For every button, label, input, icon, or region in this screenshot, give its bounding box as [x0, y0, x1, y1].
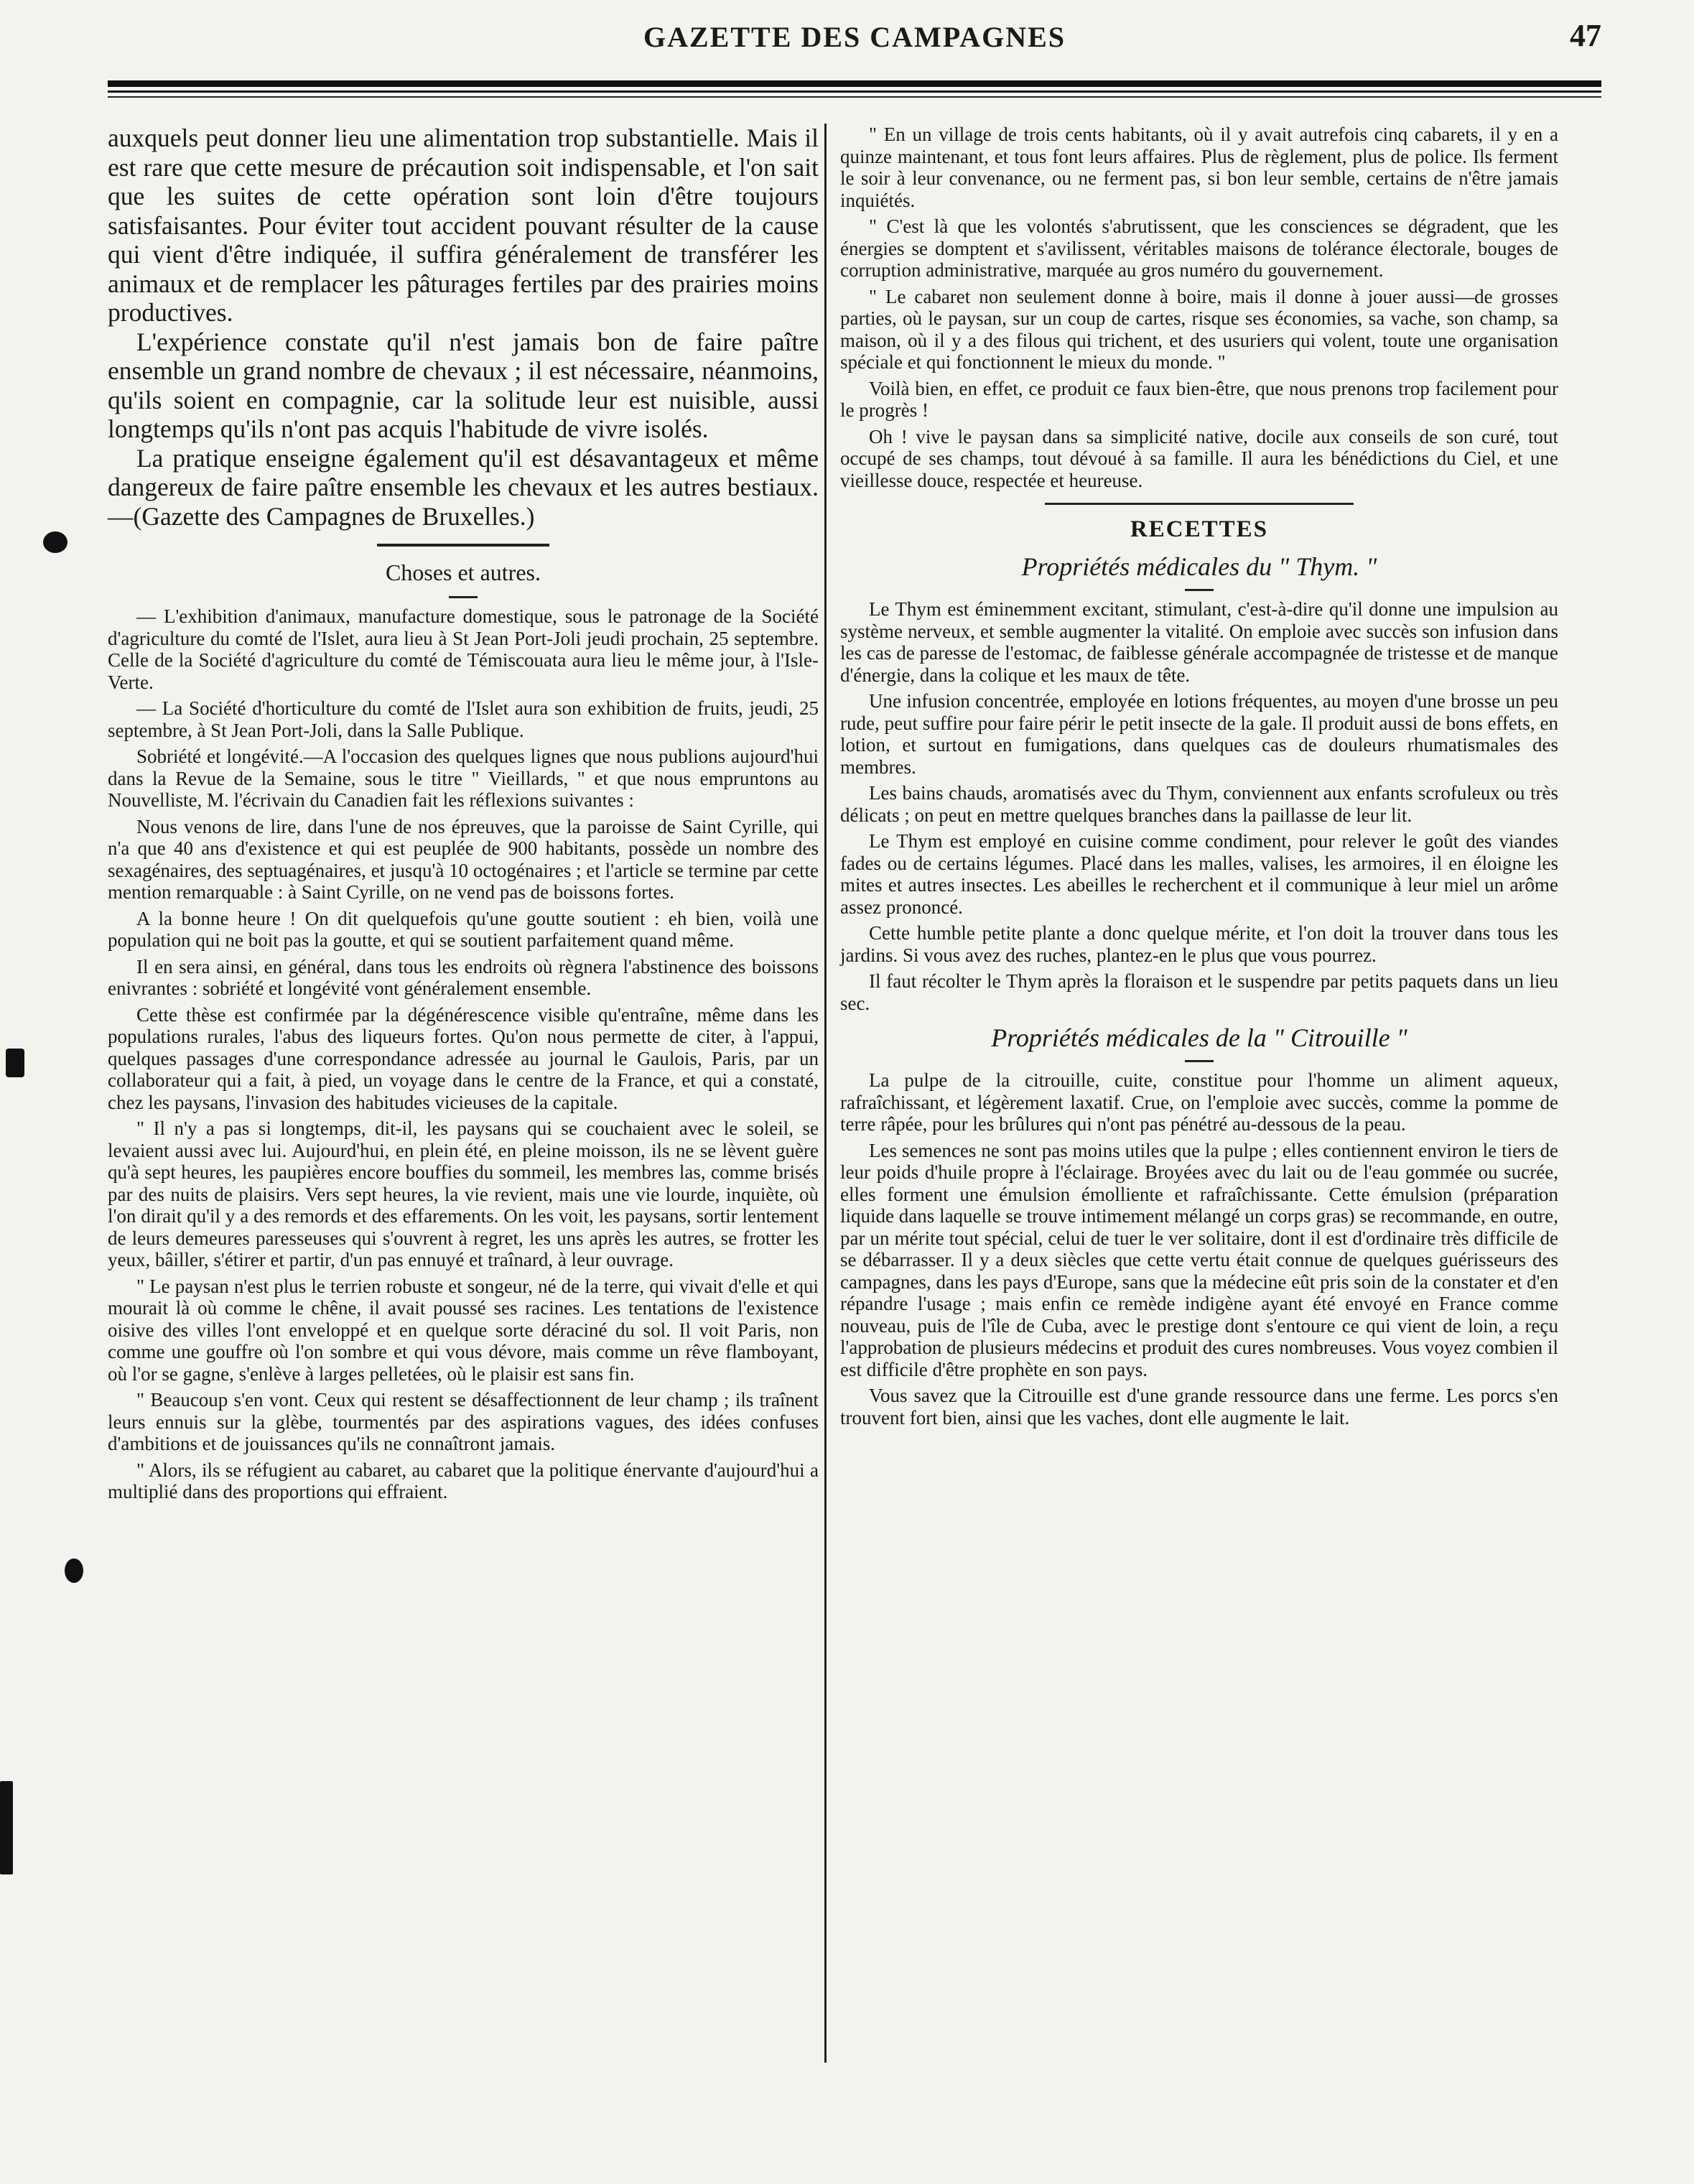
- article-paragraph: " Le cabaret non seulement donne à boire, mais il donne à jouer aussi—de grosses parties, où le paysan, sur un coup de cartes, risque ses économies, sa vache, son champ, sa maison, où il y a des filous qui trichent, et des usuriers qui volent, toute une organisation spéciale et qui fonctionnent le mieux du monde. ": [840, 285, 1558, 373]
- article-paragraph: Il en sera ainsi, en général, dans tous les endroits où règnera l'abstinence des boissons enivrantes : sobriété et longévité vont généralement ensemble.: [108, 955, 819, 999]
- article-paragraph: La pulpe de la citrouille, cuite, constitue pour l'homme un aliment aqueux, rafraîchissant, et légèrement laxatif. Crue, on l'emploie avec succès, comme la pomme de terre râpée, pour les brûlures qui n'ont pas pénétré au-dessous de la peau.: [840, 1069, 1558, 1135]
- horse-paragraph: L'expérience constate qu'il n'est jamais bon de faire paître ensemble un grand nombre de chevaux ; il est nécessaire, néanmoins, qu'ils soient en compagnie, car la solitude leur est nuisible, aussi longtemps qu'ils n'ont pas acquis l'habitude de vivre isolés.: [108, 327, 819, 443]
- article-paragraph: Nous venons de lire, dans l'une de nos épreuves, que la paroisse de Saint Cyrille, qui n'a que 40 ans d'existence et qui est peuplée de 900 habitants, possède un nombre des sexagénaires, des septuagénaires, et jusqu'à 10 octogénaires ; et l'article se termine par cette mention remarquable : à Saint Cyrille, on ne vend pas de boissons fortes.: [108, 815, 819, 903]
- ink-blot: [65, 1558, 83, 1583]
- thym-title: Propriétés médicales du " Thym. ": [1021, 552, 1377, 581]
- section-rule: [1045, 503, 1354, 505]
- recettes-heading: RECETTES: [1130, 516, 1269, 542]
- article-paragraph: " Il n'y a pas si longtemps, dit-il, les paysans qui se couchaient avec le soleil, se levaient aussi avec lui. Aujourd'hui, en plein été, en pleine moisson, ils ne se lèvent guère qu'à sept heures, les paupières encore bouffies du sommeil, les membres las, comme brisés par des nuits de plaisirs. Vers sept heures, la vie revient, mais une vie lourde, inquiète, où l'on dirait qu'il y a des remords et des effarements. On les voit, les paysans, sortir lentement de leurs demeures paresseuses qui s'ouvrent à regret, les uns après les autres, se frotter les yeux, bâiller, s'étirer et partir, d'un pas ennuyé et traînard, à leur ouvrage.: [108, 1117, 819, 1270]
- right-column: [840, 124, 1558, 1433]
- article-paragraph: Le Thym est employé en cuisine comme condiment, pour relever le goût des viandes fades ou de certains légumes. Placé dans les malles, valises, les armoires, il en éloigne les mites et autres insectes. Les abeilles le recherchent et il communique à leur miel un arôme assez prononcé.: [840, 830, 1558, 918]
- column-divider: [824, 124, 827, 2063]
- article-paragraph: Les semences ne sont pas moins utiles que la pulpe ; elles contiennent environ le tiers de leur poids d'huile propre à l'éclairage. Broyées avec du lait ou de l'eau gommée ou sucrée, elles forment une émulsion émolliente et rafraîchissante. Cette émulsion (préparation liquide dans laquelle se trouve intimement mélangé un corps gras) se recommande, en outre, par un mérite tout spécial, celui de tuer le ver solitaire, dont il est d'ordinaire très difficile de se débarrasser. Il y a deux siècles que cette vertu était connue de quelques guérisseurs des campagnes, dans les pays d'Europe, sans que la médecine eût pris soin de la constater et d'en répandre l'usage ; mais enfin ce remède indigène ayant été envoyé en France comme nouveau, puis de l'île de Cuba, avec le prestige dont s'entoure ce qui vient de loin, a reçu l'approbation de plusieurs médecins et produit des cures nombreuses. Vous voyez combien il est difficile d'être prophète en son pays.: [840, 1139, 1558, 1380]
- article-paragraph: " En un village de trois cents habitants, où il y avait autrefois cinq cabarets, il y en a quinze maintenant, et tous font leurs affaires. Plus de règlement, plus de police. Ils ferment le soir à leur convenance, ou ne ferment pas, si bon leur semble, certains de n'être jamais inquiétés.: [840, 124, 1558, 211]
- header-rule-hair: [108, 96, 1601, 98]
- article-paragraph: Vous savez que la Citrouille est d'une grande ressource dans une ferme. Les porcs s'en trouvent fort bien, ainsi que les vaches, dont elle augmente le lait.: [840, 1385, 1558, 1428]
- horse-paragraph: auxquels peut donner lieu une alimentation trop substantielle. Mais il est rare que cette mesure de précaution soit indispensable, et l'on sait que les suites de cette opération sont loin d'être toujours satisfaisantes. Pour éviter tout accident pouvant résulter de la cause qui vient d'être indiquée, il suffira généralement de transférer les animaux et de remplacer les pâturages fertiles par des prairies moins productives.: [108, 124, 819, 327]
- page-header: [108, 13, 1601, 56]
- header-rule-thin: [108, 90, 1601, 93]
- ink-blot: [43, 531, 68, 553]
- article-paragraph: Voilà bien, en effet, ce produit ce faux bien-être, que nous prenons trop facilement pour le progrès !: [840, 377, 1558, 421]
- short-rule: [449, 596, 478, 598]
- article-paragraph: " Le paysan n'est plus le terrien robuste et songeur, né de la terre, qui vivait d'elle et qui mourait là où comme le chêne, il avait poussé ses racines. Les tentations de l'existence oisive des villes l'ont enveloppé et en quelque sorte déraciné du sol. Il voit Paris, non comme une gouffre où l'on sombre et qui vous dévore, mais comme un rêve flamboyant, où l'or se gagne, s'enlève à larges pelletées, où le plaisir est sans fin.: [108, 1275, 819, 1385]
- article-paragraph: Cette thèse est confirmée par la dégénérescence visible qu'entraîne, même dans les populations rurales, l'abus des liqueurs fortes. Qu'on nous permette de citer, à l'appui, quelques passages d'une correspondance adressée au journal le Gaulois, Paris, par un collaborateur qui a fait, à pied, un voyage dans le centre de la France, et qui a constaté, chez les paysans, l'invasion des habitudes vicieuses de la capitale.: [108, 1003, 819, 1113]
- article-paragraph: — La Société d'horticulture du comté de l'Islet aura son exhibition de fruits, jeudi, 25 septembre, à St Jean Port-Joli, dans la Salle Publique.: [108, 697, 819, 741]
- article-paragraph: Cette humble petite plante a donc quelque mérite, et l'on doit la trouver dans tous les jardins. Si vous avez des ruches, plantez-en le plus que vous pourrez.: [840, 922, 1558, 966]
- article-paragraph: — L'exhibition d'animaux, manufacture domestique, sous le patronage de la Société d'agriculture du comté de l'Islet, aura lieu à St Jean Port-Joli jeudi prochain, 25 septembre. Celle de la Société d'agriculture du comté de Témiscouata aura lieu le même jour, à l'Isle-Verte.: [108, 605, 819, 693]
- citrouille-title: Propriétés médicales de la " Citrouille ": [991, 1023, 1407, 1052]
- short-rule: [1185, 589, 1214, 591]
- article-paragraph: Les bains chauds, aromatisés avec du Thym, conviennent aux enfants scrofuleux ou très délicats ; on peut en mettre quelques branches dans la paillasse de leur lit.: [840, 782, 1558, 826]
- article-paragraph: " C'est là que les volontés s'abrutissent, que les consciences se dégradent, que les énergies se domptent et s'avilissent, véritables maisons de tolérance électorale, bouges de corruption administrative, marquée au gros numéro du gouvernement.: [840, 215, 1558, 281]
- article-paragraph: " Alors, ils se réfugient au cabaret, au cabaret que la politique énervante d'aujourd'hui a multiplié dans des proportions qui effraient.: [108, 1459, 819, 1502]
- thym-article: [840, 598, 1558, 1014]
- horse-paragraph: La pratique enseigne également qu'il est désavantageux et même dangereux de faire paître ensemble les chevaux et les autres bestiaux.—(Gazette des Campagnes de Bruxelles.): [108, 443, 819, 531]
- short-rule: [1185, 1060, 1214, 1062]
- article-paragraph: Une infusion concentrée, employée en lotions fréquentes, au moyen d'une brosse un peu rude, peut suffire pour faire périr le petit insecte de la gale. Il produit aussi de bons effets, en lotion, et surtout en fumigations, dans quelques cas de douleurs rhumatismales des membres.: [840, 690, 1558, 778]
- citrouille-article: [840, 1069, 1558, 1428]
- header-rule-thick: [108, 80, 1601, 87]
- ornament-rule: [377, 544, 549, 547]
- ink-blot: [0, 1781, 13, 1874]
- article-paragraph: " Beaucoup s'en vont. Ceux qui restent se désaffectionnent de leur champ ; ils traînent leurs ennuis sur la glèbe, tourmentés par des aspirations vagues, des idées confuses d'ambitions et de jouissances qu'ils ne connaîtront jamais.: [108, 1389, 819, 1454]
- article-paragraph: Sobriété et longévité.—A l'occasion des quelques lignes que nous publions aujourd'hui dans la Revue de la Semaine, sous le titre " Vieillards, " et que nous empruntons au Nouvelliste, M. l'écrivain du Canadien fait les réflexions suivantes :: [108, 745, 819, 811]
- article-paragraph: Il faut récolter le Thym après la floraison et le suspendre par petits paquets dans un lieu sec.: [840, 970, 1558, 1014]
- article-paragraph: Le Thym est éminemment excitant, stimulant, c'est-à-dire qu'il donne une impulsion au système nerveux, et semble augmenter la vitalité. On emploie avec succès son infusion dans les cas de paresse de l'estomac, de faiblesse générale accompagnée de tristesse et de manque d'énergie, dans la colique et les maux de tête.: [840, 598, 1558, 686]
- article-paragraph: A la bonne heure ! On dit quelquefois qu'une goutte soutient : eh bien, voilà une population qui ne boit pas la goutte, et qui se soutient parfaitement quand même.: [108, 907, 819, 951]
- horse-article: [108, 124, 819, 531]
- masthead: GAZETTE DES CAMPAGNES: [643, 21, 1066, 53]
- choses-article: [108, 605, 819, 1503]
- ink-blot: [6, 1049, 24, 1077]
- left-column: [108, 124, 819, 1507]
- article-paragraph: Oh ! vive le paysan dans sa simplicité native, docile aux conseils de son curé, tout occupé de ses champs, tout dévoué à sa famille. Il aura les bénédictions du Ciel, et une vieillesse douce, respectée et heureuse.: [840, 425, 1558, 491]
- cabaret-article: [840, 124, 1558, 491]
- section-title-choses: Choses et autres.: [386, 559, 541, 585]
- page-number: 47: [1570, 18, 1601, 53]
